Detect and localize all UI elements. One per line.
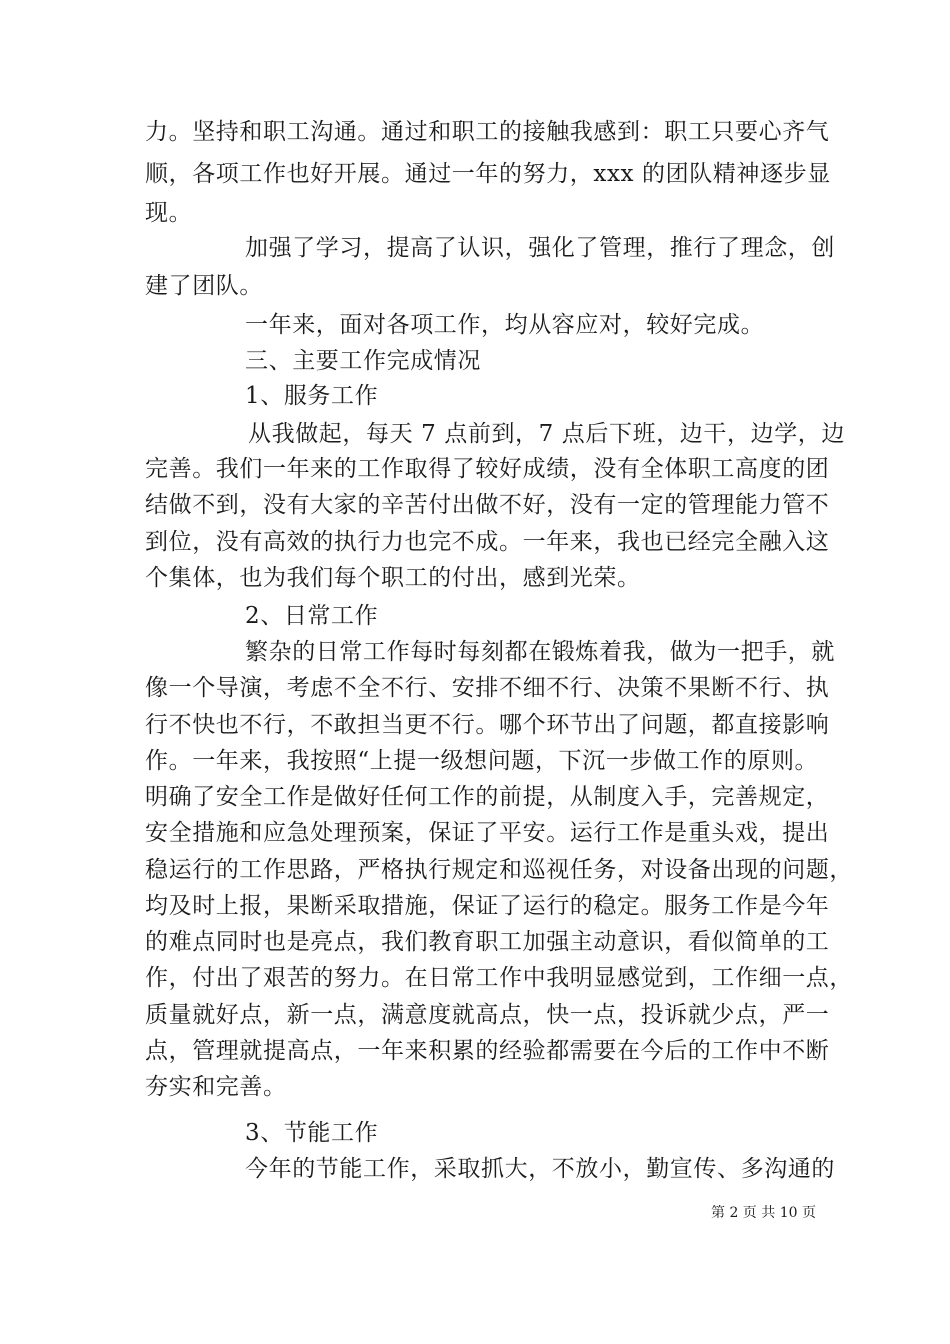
text-line: 夯实和完善。 bbox=[145, 1074, 287, 1100]
text-line: 顺，各项工作也好开展。通过一年的努力，xxx 的团队精神逐步显 bbox=[145, 161, 831, 187]
text-line: 点，管理就提高点，一年来积累的经验都需要在今后的工作中不断 bbox=[145, 1038, 830, 1064]
subsection-heading: 3、节能工作 bbox=[245, 1120, 379, 1146]
text-line: 到位，没有高效的执行力也完不成。一年来，我也已经完全融入这 bbox=[145, 529, 830, 555]
text-line: 明确了安全工作是做好任何工作的前提，从制度入手，完善规定， bbox=[145, 784, 830, 810]
text-line: 稳运行的工作思路，严格执行规定和巡视任务，对设备出现的问题， bbox=[145, 857, 853, 883]
text-line: 完善。我们一年来的工作取得了较好成绩，没有全体职工高度的团 bbox=[145, 456, 830, 482]
text-line: 力。坚持和职工沟通。通过和职工的接触我感到：职工只要心齐气 bbox=[145, 119, 830, 145]
section-heading: 三、主要工作完成情况 bbox=[245, 348, 481, 374]
text-line: 结做不到，没有大家的辛苦付出做不好，没有一定的管理能力管不 bbox=[145, 492, 830, 518]
text-line: 今年的节能工作，采取抓大，不放小，勤宣传、多沟通的 bbox=[245, 1156, 835, 1182]
text-line: 一年来，面对各项工作，均从容应对，较好完成。 bbox=[245, 312, 765, 338]
text-line: 从我做起，每天 7 点前到，7 点后下班，边干，边学，边 bbox=[248, 421, 845, 447]
text-line: 质量就好点，新一点，满意度就高点，快一点，投诉就少点，严一 bbox=[145, 1002, 830, 1028]
text-line: 安全措施和应急处理预案，保证了平安。运行工作是重头戏，提出 bbox=[145, 820, 830, 846]
subsection-heading: 2、日常工作 bbox=[245, 603, 379, 629]
text-line: 作，付出了艰苦的努力。在日常工作中我明显感觉到，工作细一点， bbox=[145, 965, 853, 991]
text-line: 个集体，也为我们每个职工的付出，感到光荣。 bbox=[145, 565, 641, 591]
text-line: 像一个导演，考虑不全不行、安排不细不行、决策不果断不行、执 bbox=[145, 675, 830, 701]
text-line: 建了团队。 bbox=[145, 273, 263, 299]
subsection-heading: 1、服务工作 bbox=[245, 383, 379, 409]
page-number-footer: 第 2 页 共 10 页 bbox=[711, 1205, 816, 1221]
text-line: 加强了学习，提高了认识，强化了管理，推行了理念，创 bbox=[245, 235, 835, 261]
text-line: 行不快也不行，不敢担当更不行。哪个环节出了问题，都直接影响 bbox=[145, 712, 830, 738]
text-line: 现。 bbox=[145, 200, 193, 226]
text-line: 作。一年来，我按照“上提一级想问题，下沉一步做工作的原则。 bbox=[145, 748, 819, 774]
text-line: 均及时上报，果断采取措施，保证了运行的稳定。服务工作是今年 bbox=[145, 893, 830, 919]
text-line: 的难点同时也是亮点，我们教育职工加强主动意识，看似简单的工 bbox=[145, 929, 830, 955]
text-line: 繁杂的日常工作每时每刻都在锻炼着我，做为一把手，就 bbox=[245, 639, 835, 665]
